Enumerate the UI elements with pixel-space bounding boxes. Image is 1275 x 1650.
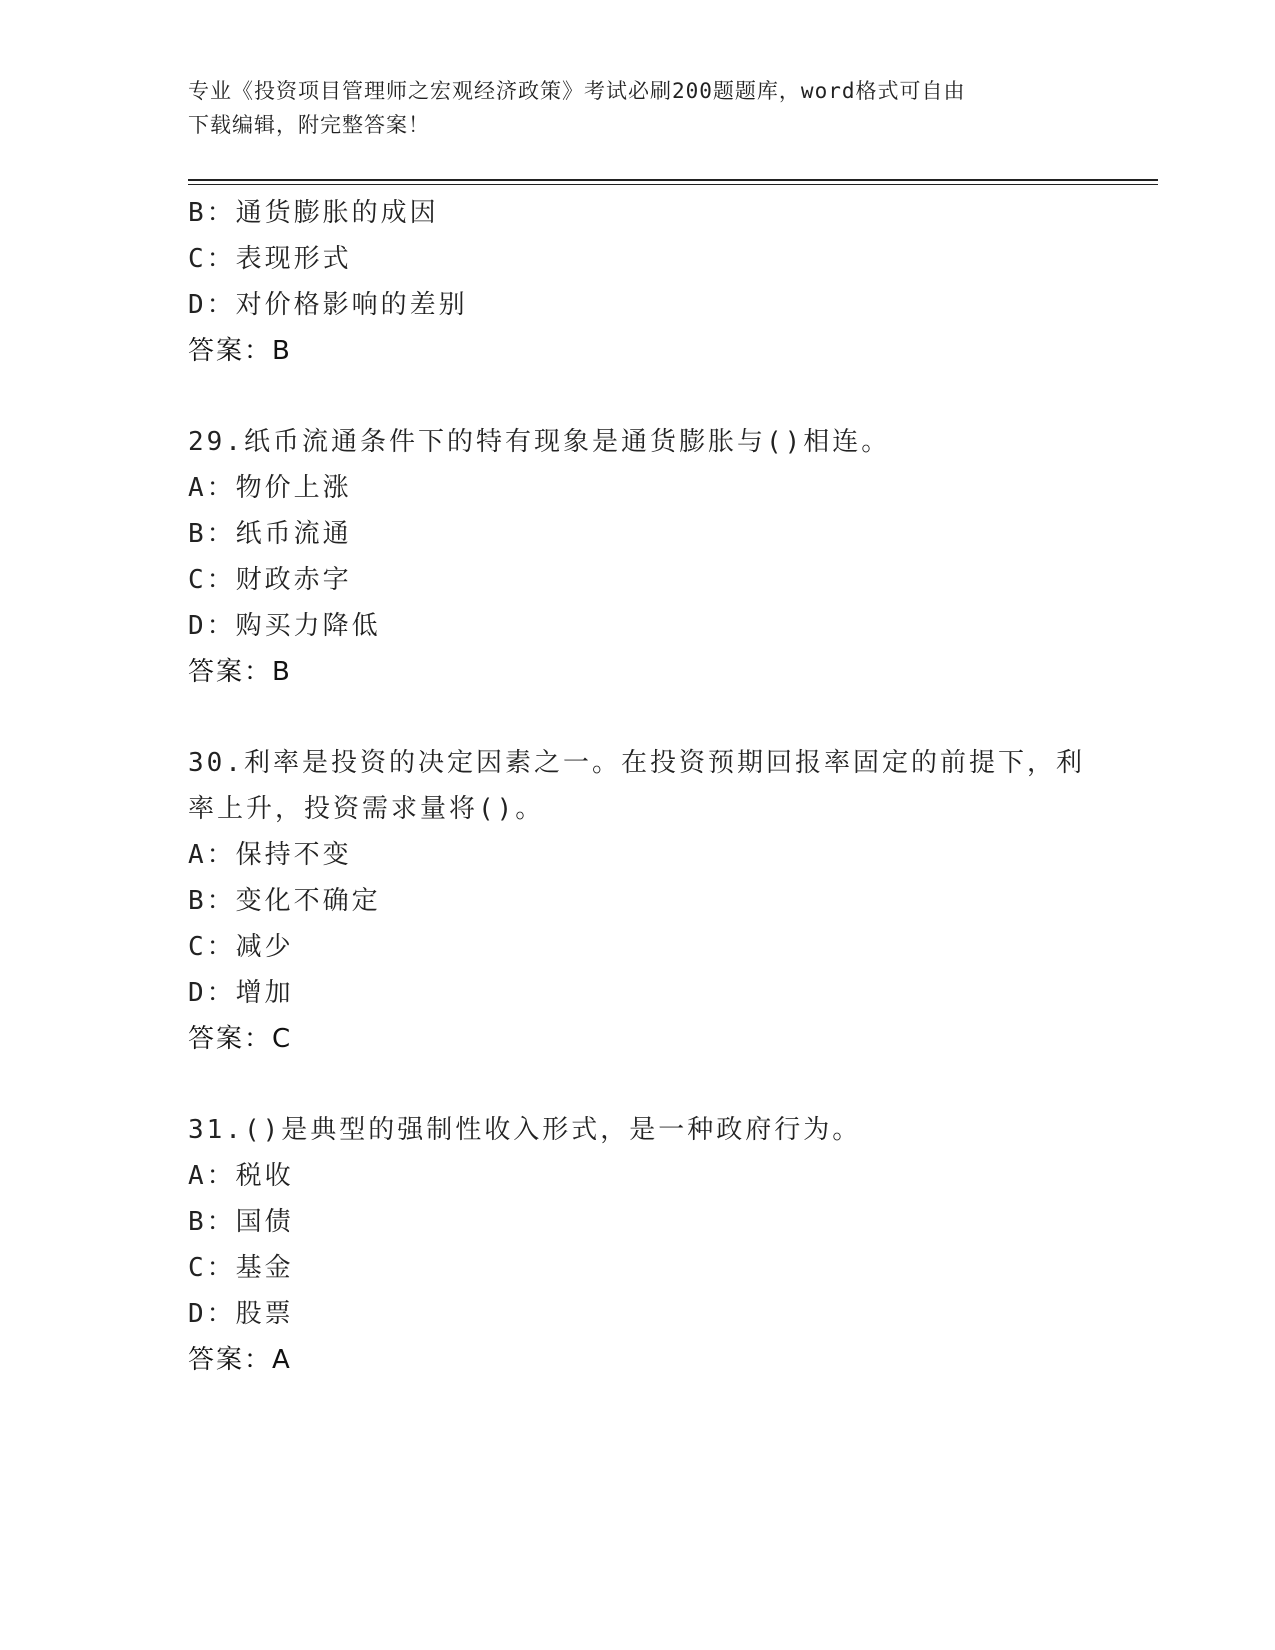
option-label: D： bbox=[188, 978, 236, 1008]
option-label: A： bbox=[188, 473, 236, 503]
stem-line: 30.利率是投资的决定因素之一。在投资预期回报率固定的前提下，利 bbox=[188, 748, 1085, 778]
option-text: 财政赤字 bbox=[235, 565, 352, 595]
option-label: C： bbox=[188, 1253, 236, 1283]
document-header bbox=[188, 74, 1068, 142]
option-text: 国债 bbox=[235, 1207, 294, 1237]
option-label: D： bbox=[188, 1299, 236, 1329]
option-label: C： bbox=[188, 932, 236, 962]
option-label: B： bbox=[188, 198, 236, 228]
question-content bbox=[188, 190, 1088, 1383]
answer-line: 答案：B bbox=[188, 657, 292, 687]
option-label: C： bbox=[188, 565, 236, 595]
option-text: 纸币流通 bbox=[235, 519, 352, 549]
option-a bbox=[188, 1153, 1088, 1199]
option-label: B： bbox=[188, 519, 236, 549]
option-text: 保持不变 bbox=[235, 840, 352, 870]
option-b bbox=[188, 511, 1088, 557]
option-label: A： bbox=[188, 840, 236, 870]
option-c bbox=[188, 1245, 1088, 1291]
option-text: 基金 bbox=[235, 1253, 294, 1283]
option-text: 增加 bbox=[235, 978, 294, 1008]
stem-line: 率上升，投资需求量将()。 bbox=[188, 794, 545, 824]
spacer bbox=[188, 374, 1088, 419]
option-d bbox=[188, 282, 1088, 328]
option-c bbox=[188, 236, 1088, 282]
option-a bbox=[188, 465, 1088, 511]
option-d bbox=[188, 970, 1088, 1016]
option-label: B： bbox=[188, 886, 236, 916]
answer-line: 答案：C bbox=[188, 1024, 293, 1054]
question-29 bbox=[188, 419, 1088, 695]
stem-line: 31.()是典型的强制性收入形式，是一种政府行为。 bbox=[188, 1115, 862, 1145]
option-c bbox=[188, 924, 1088, 970]
spacer bbox=[188, 695, 1088, 740]
option-b bbox=[188, 190, 1088, 236]
header-line-1: 专业《投资项目管理师之宏观经济政策》考试必刷200题题库，word格式可自由 bbox=[188, 79, 966, 103]
option-text: 物价上涨 bbox=[235, 473, 352, 503]
question-28-tail bbox=[188, 190, 1088, 374]
header-divider-thick bbox=[188, 179, 1158, 181]
question-stem bbox=[188, 419, 1088, 465]
option-d bbox=[188, 1291, 1088, 1337]
question-31 bbox=[188, 1107, 1088, 1383]
header-line-2: 下载编辑，附完整答案！ bbox=[188, 113, 430, 137]
option-label: C： bbox=[188, 244, 236, 274]
option-a bbox=[188, 832, 1088, 878]
option-text: 购买力降低 bbox=[235, 611, 381, 641]
option-text: 税收 bbox=[235, 1161, 294, 1191]
option-b bbox=[188, 1199, 1088, 1245]
question-stem bbox=[188, 1107, 1088, 1153]
option-text: 表现形式 bbox=[235, 244, 352, 274]
option-text: 对价格影响的差别 bbox=[235, 290, 468, 320]
option-label: D： bbox=[188, 611, 236, 641]
option-label: A： bbox=[188, 1161, 236, 1191]
option-text: 股票 bbox=[235, 1299, 294, 1329]
option-text: 变化不确定 bbox=[235, 886, 381, 916]
answer-line: 答案：B bbox=[188, 336, 292, 366]
option-d bbox=[188, 603, 1088, 649]
option-text: 减少 bbox=[235, 932, 294, 962]
header-divider-thin bbox=[188, 184, 1158, 185]
question-stem bbox=[188, 740, 1088, 832]
option-c bbox=[188, 557, 1088, 603]
option-text: 通货膨胀的成因 bbox=[235, 198, 439, 228]
option-b bbox=[188, 878, 1088, 924]
stem-line: 29.纸币流通条件下的特有现象是通货膨胀与()相连。 bbox=[188, 427, 891, 457]
answer-line: 答案：A bbox=[188, 1345, 292, 1375]
option-label: B： bbox=[188, 1207, 236, 1237]
spacer bbox=[188, 1062, 1088, 1107]
option-label: D： bbox=[188, 290, 236, 320]
question-30 bbox=[188, 740, 1088, 1062]
